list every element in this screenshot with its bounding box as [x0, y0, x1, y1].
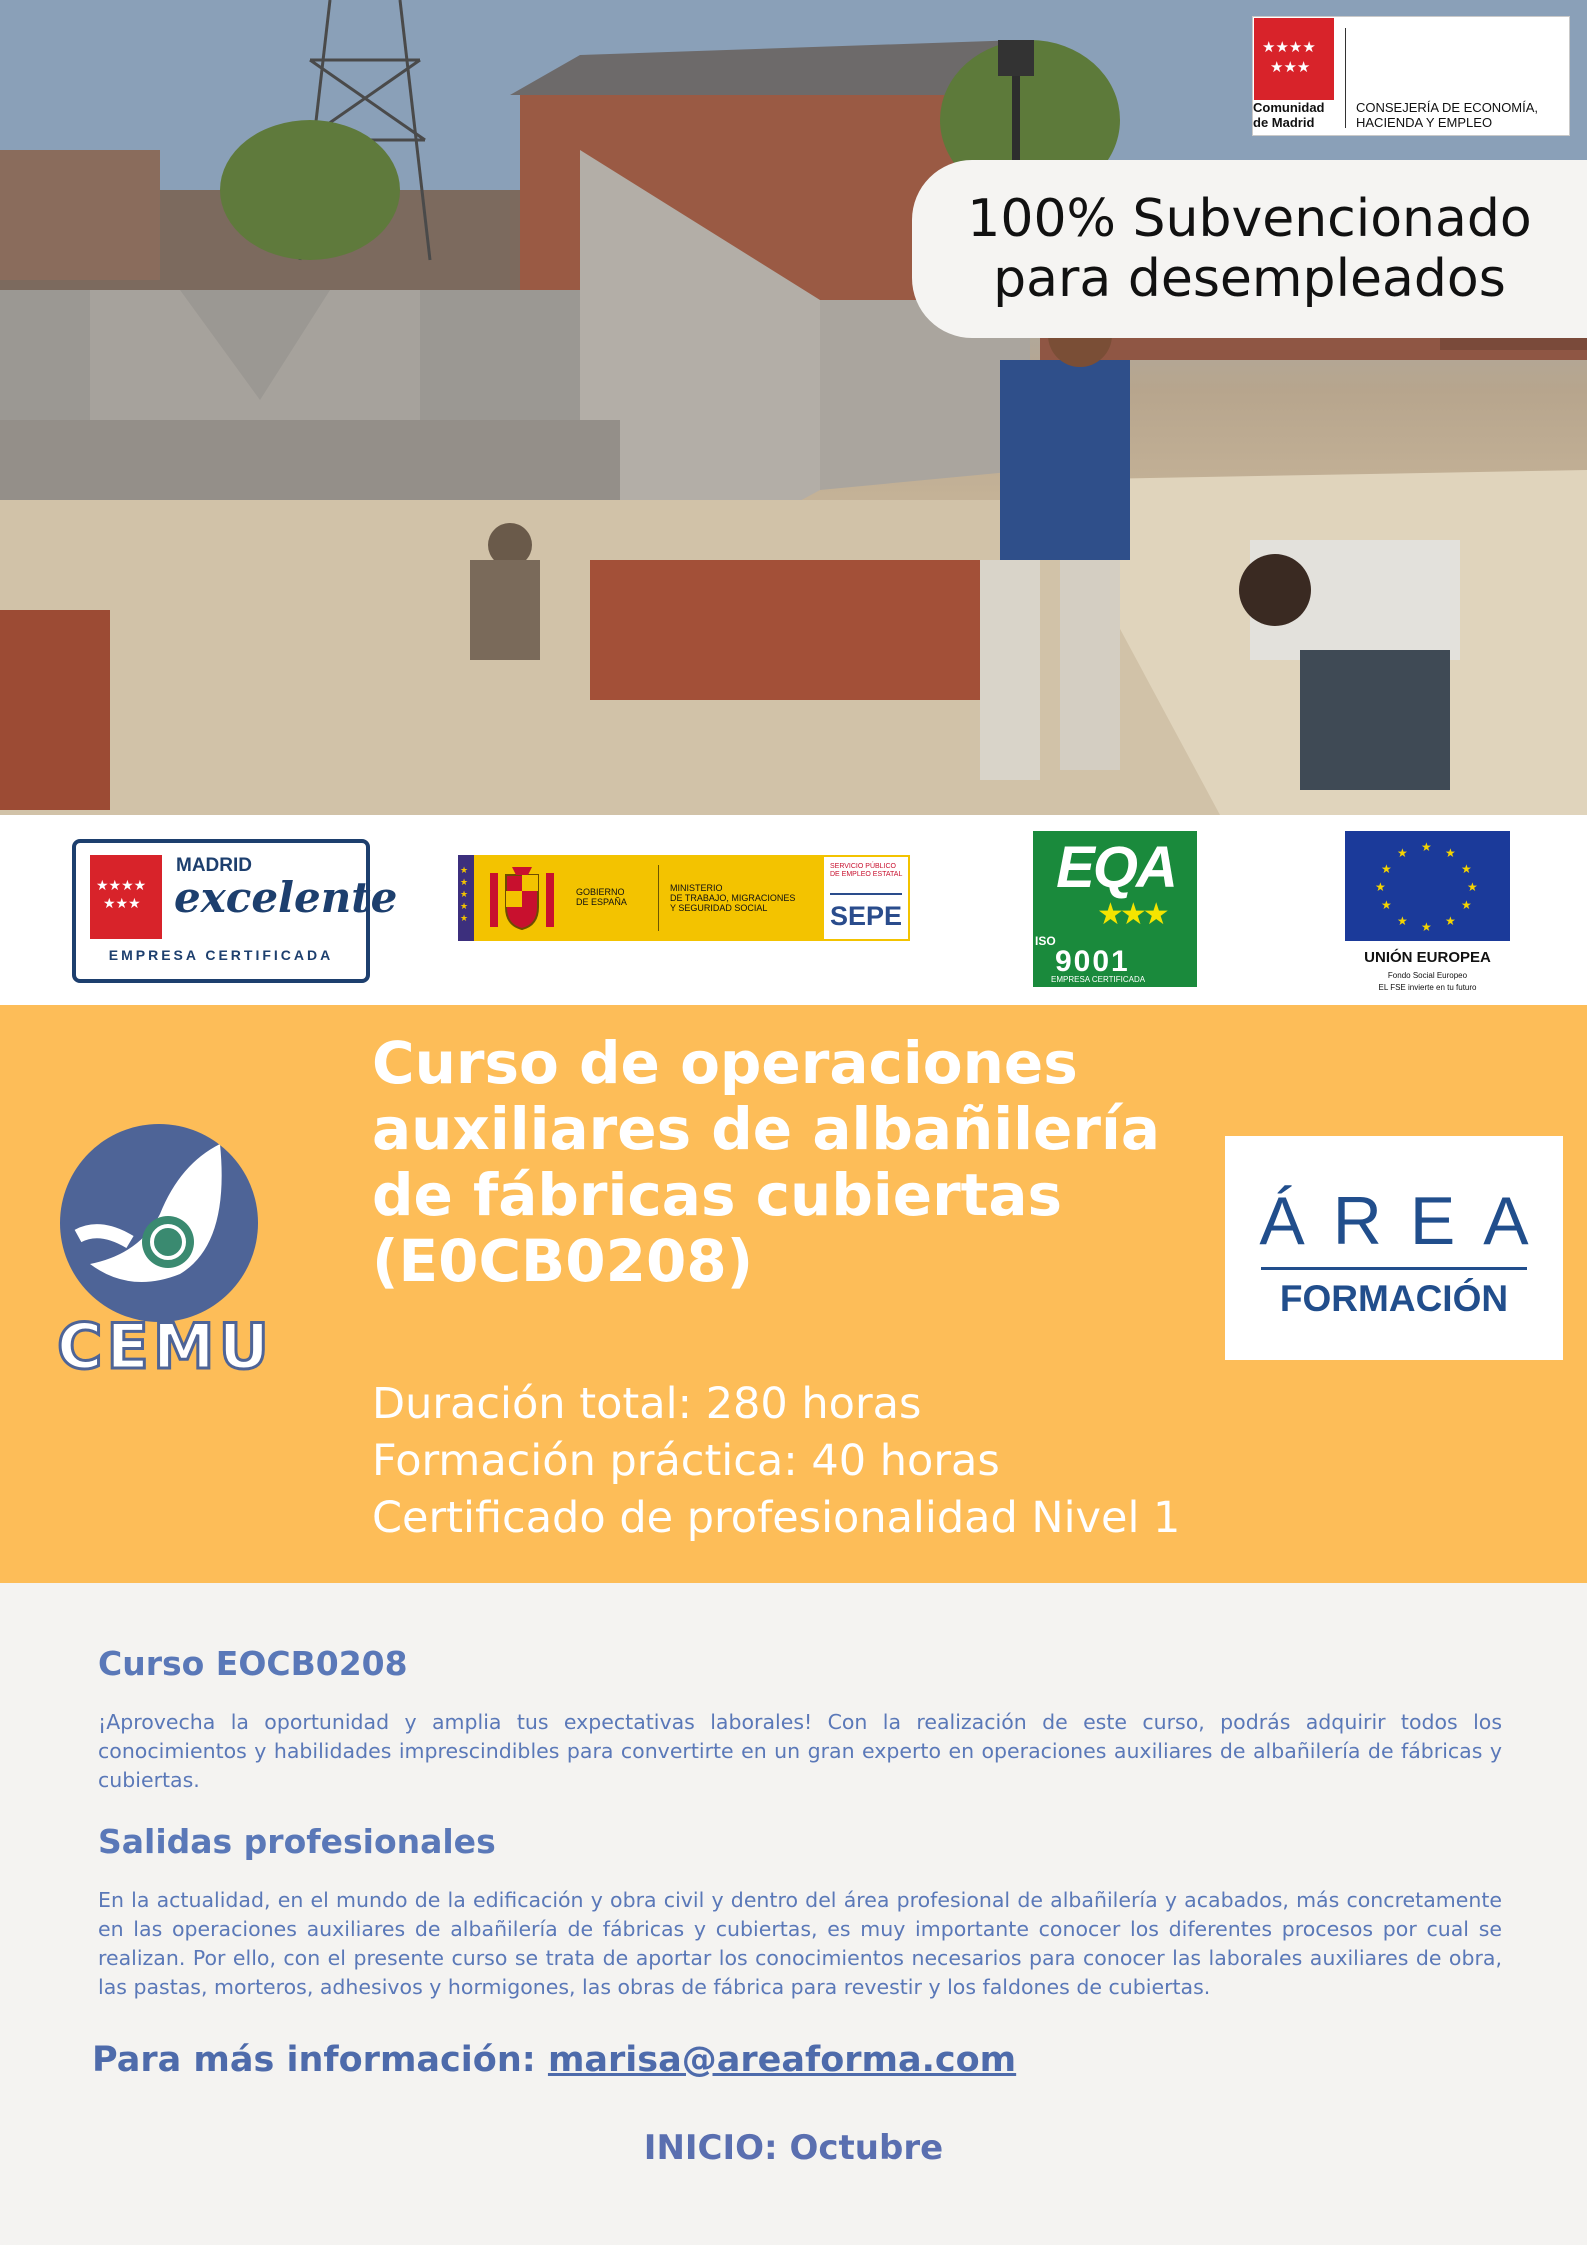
madrid-excelente-caption: EMPRESA CERTIFICADA — [108, 947, 334, 963]
sepe-subtitle: SERVICIO PÚBLICO DE EMPLEO ESTATAL — [830, 863, 903, 878]
partner-logos-strip — [0, 815, 1587, 1005]
madrid-flag-icon: ★★★★ ★★★ — [90, 855, 162, 939]
divider — [1261, 1267, 1527, 1270]
gobierno-sepe-logo — [458, 855, 910, 941]
course-practice: Formación práctica: 40 horas — [372, 1436, 1000, 1486]
salidas-description: En la actualidad, en el mundo de la edificación y obra civil y dentro del área profesional de albañilería y acabados, más concretamente en las operaciones auxiliares de albañilería de fábricas y cubiertas, es muy importante conocer los diferentes procesos por cual se realizan. Por ello, con el presente curso se trata de aportar los conocimientos necesarios para conocer las laborales auxiliares de obra, las pastas, morteros, adhesivos y hormigones, las obras de fábrica para revestir y los faldones de cubiertas. — [98, 1888, 1502, 1999]
eqa-name: EQA — [1056, 835, 1176, 900]
stars-icon: ★★★ — [1097, 897, 1166, 932]
eu-fondo: Fondo Social Europeo — [1387, 971, 1468, 980]
area-formacion-logo — [1225, 1136, 1563, 1360]
section-heading-salidas: Salidas profesionales — [98, 1822, 496, 1861]
subsidy-line-2: para desempleados — [993, 249, 1506, 309]
comunidad-madrid-name: Comunidad de Madrid — [1253, 100, 1325, 130]
more-info-label: Para más información: — [92, 2040, 548, 2080]
start-date: INICIO: Octubre — [643, 2128, 944, 2168]
eu-stars-icon: ★ ★ ★ ★ ★ — [460, 866, 469, 924]
divider — [658, 865, 659, 931]
eu-name: UNIÓN EUROPEA — [1364, 949, 1491, 966]
divider — [830, 893, 902, 895]
consejeria-name: CONSEJERÍA DE ECONOMÍA, HACIENDA Y EMPLEO — [1356, 100, 1539, 130]
logo-divider — [1345, 28, 1346, 128]
cemu-wordmark: CEMU — [57, 1310, 273, 1383]
gobierno-name: GOBIERNO DE ESPAÑA — [576, 887, 627, 907]
contact-email-link[interactable]: marisa@areaforma.com — [547, 2040, 1017, 2080]
spain-coat-of-arms-icon — [484, 863, 560, 933]
ministerio-name: MINISTERIO DE TRABAJO, MIGRACIONES Y SEGURIDAD SOCIAL — [670, 883, 796, 913]
madrid-excelente-logo — [72, 839, 398, 983]
more-info-line — [92, 2040, 1016, 2080]
iso-label: ISO — [1035, 934, 1056, 948]
course-duration: Duración total: 280 horas — [372, 1379, 922, 1429]
eqa-caption: EMPRESA CERTIFICADA — [1051, 975, 1146, 984]
sepe-name: SEPE — [830, 901, 903, 931]
eqa-iso-logo — [1033, 831, 1197, 987]
subsidy-line-1: 100% Subvencionado — [967, 189, 1532, 249]
course-certificate: Certificado de profesionalidad Nivel 1 — [372, 1493, 1181, 1543]
iso-number: 9001 — [1055, 945, 1130, 978]
course-title: Curso de operaciones auxiliares de albañilería de fábricas cubiertas (E0CB0208) — [372, 1029, 1161, 1295]
area-wordmark: ÁREA — [1259, 1183, 1557, 1259]
subsidy-badge — [912, 160, 1587, 338]
eu-flag-icon: ★ ★ ★ ★ ★ ★ ★ ★ ★ ★ ★ ★ — [1345, 831, 1510, 941]
course-details — [372, 1376, 1232, 1547]
madrid-excelente-script: excelente — [174, 873, 398, 922]
eu-fse-tagline: EL FSE invierte en tu futuro — [1378, 983, 1477, 992]
section-heading-course: Curso EOCB0208 — [98, 1644, 408, 1683]
madrid-flag-icon: ★★★★ ★★★ — [1254, 18, 1334, 100]
course-description: ¡Aprovecha la oportunidad y amplia tus expectativas laborales! Con la realización de este curso, podrás adquirir todos los conocimientos y habilidades imprescindibles para convertirte en un gran experto en operaciones auxiliares de albañilería de fábricas y cubiertas. — [98, 1710, 1502, 1792]
cemu-dove-logo-icon — [60, 1124, 258, 1322]
area-subtitle: FORMACIÓN — [1279, 1278, 1509, 1319]
madrid-excelente-top: MADRID — [176, 855, 252, 876]
sepe-logo — [824, 857, 908, 939]
